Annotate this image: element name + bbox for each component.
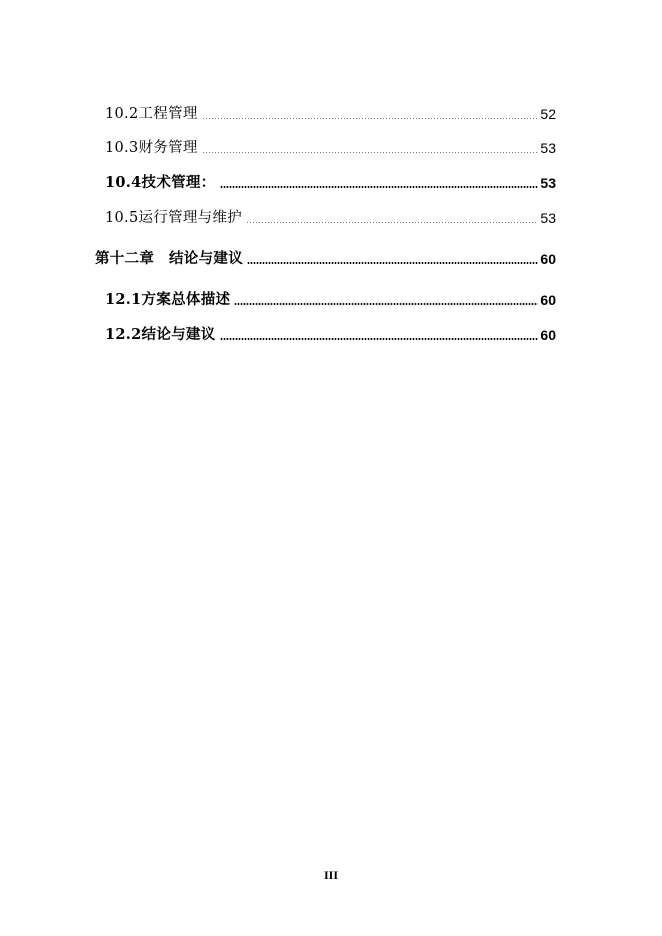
toc-entry-page: 52 <box>540 106 556 122</box>
toc-entry-title: 第十二章 结论与建议 <box>95 250 243 267</box>
dot-leader <box>202 118 539 119</box>
dot-leader <box>220 186 539 188</box>
dot-leader <box>234 303 538 305</box>
toc-entry-10-2[interactable] <box>105 101 556 123</box>
toc-entry-12-2[interactable] <box>105 322 556 344</box>
toc-entry-10-5[interactable] <box>105 205 556 227</box>
dot-leader <box>246 222 538 223</box>
page-number: III <box>323 868 338 882</box>
dot-leader <box>247 262 538 264</box>
toc-entry-title: 12.2结论与建议 <box>105 326 216 343</box>
toc-entry-page: 53 <box>540 175 556 191</box>
toc-entry-page: 53 <box>540 210 556 226</box>
toc-entry-title: 10.3财务管理 <box>105 140 198 156</box>
toc-entry-page: 60 <box>540 327 556 343</box>
toc-entry-10-4[interactable] <box>105 170 556 192</box>
dot-leader <box>202 152 539 153</box>
toc-entry-title: 10.4技术管理： <box>105 174 216 191</box>
toc-entry-12-1[interactable] <box>105 287 556 309</box>
toc-entry-page: 53 <box>540 140 556 156</box>
dot-leader <box>220 338 539 340</box>
toc-entry-title: 10.2工程管理 <box>105 106 198 122</box>
toc-entry-chapter-12[interactable] <box>95 246 556 268</box>
toc-entry-page: 60 <box>540 251 556 267</box>
toc-entry-title: 12.1方案总体描述 <box>105 291 231 308</box>
toc-entry-page: 60 <box>540 292 556 308</box>
toc-entry-10-3[interactable] <box>105 135 556 157</box>
toc-entry-title: 10.5运行管理与维护 <box>105 210 243 226</box>
